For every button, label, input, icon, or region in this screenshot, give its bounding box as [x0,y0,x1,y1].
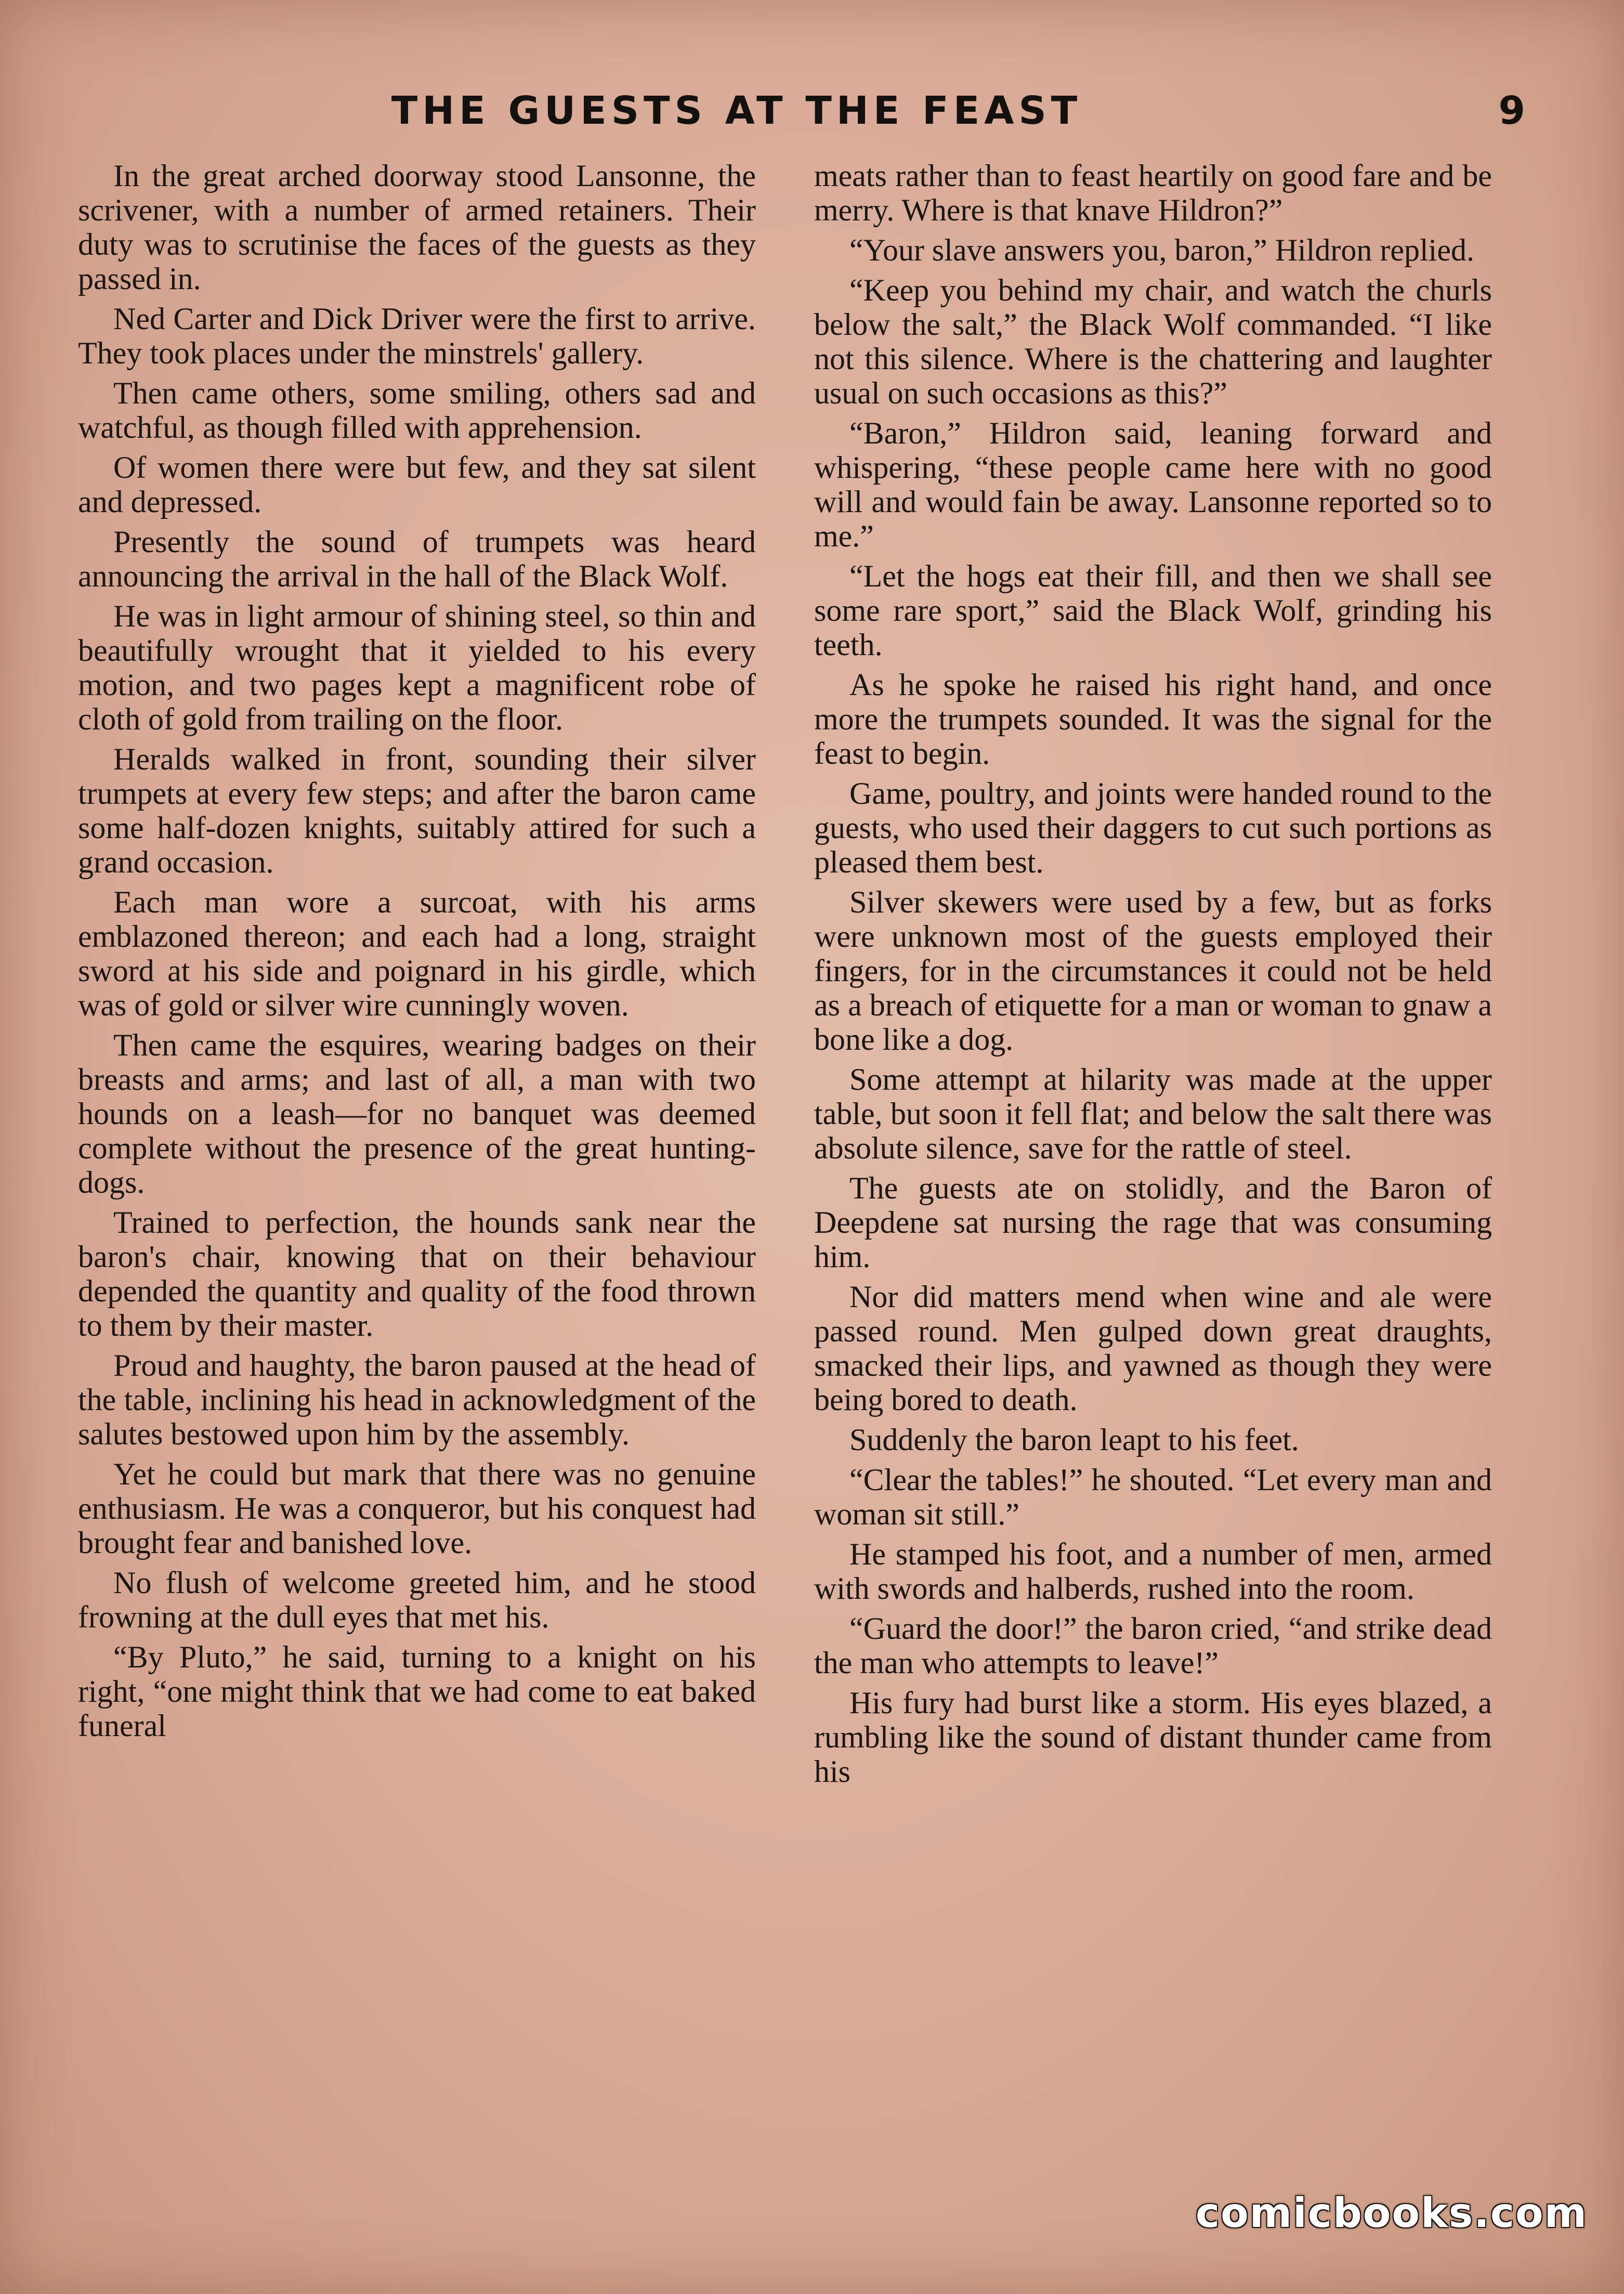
paragraph: Yet he could but mark that there was no genuine enthusiasm. He was a conqueror, but his conquest had brought fear and banished love. [78,1457,756,1560]
paragraph: Presently the sound of trumpets was heard announcing the arrival in the hall of the Black Wolf. [78,525,756,593]
running-title: THE GUESTS AT THE FEAST [391,88,1082,133]
paragraph: “Let the hogs eat their fill, and then we shall see some rare sport,” said the Black Wolf, grinding his teeth. [814,559,1492,662]
paragraph: Of women there were but few, and they sat silent and depressed. [78,450,756,519]
paragraph: Nor did matters mend when wine and ale were passed round. Men gulped down great draughts, smacked their lips, and yawned as though they were being bored to death. [814,1280,1492,1417]
paragraph: Game, poultry, and joints were handed round to the guests, who used their daggers to cut such portions as pleased them best. [814,776,1492,879]
paragraph: The guests ate on stolidly, and the Baron of Deepdene sat nursing the rage that was consuming him. [814,1171,1492,1274]
paragraph: “Guard the door!” the baron cried, “and strike dead the man who attempts to leave!” [814,1611,1492,1680]
paragraph: Heralds walked in front, sounding their silver trumpets at every few steps; and after the baron came some half-dozen knights, suitably attired for such a grand occasion. [78,742,756,879]
paragraph: Trained to perfection, the hounds sank near the baron's chair, knowing that on their behaviour depended the quantity and quality of the food thrown to them by their master. [78,1205,756,1342]
paragraph: He stamped his foot, and a number of men, armed with swords and halberds, rushed into the room. [814,1537,1492,1606]
paragraph: “Clear the tables!” he shouted. “Let every man and woman sit still.” [814,1463,1492,1531]
paragraph: Then came the esquires, wearing badges on their breasts and arms; and last of all, a man with two hounds on a leash—for no banquet was deemed complete without the presence of the great hunting-dogs. [78,1028,756,1200]
paragraph: “By Pluto,” he said, turning to a knight on his right, “one might think that we had come to eat baked funeral [78,1640,756,1743]
paragraph: He was in light armour of shining steel, so thin and beautifully wrought that it yielded to his every motion, and two pages kept a magnificent robe of cloth of gold from trailing on the floor. [78,599,756,736]
right-column [814,159,1492,2124]
paragraph: Silver skewers were used by a few, but as forks were unknown most of the guests employed their fingers, for in the circumstances it could not be held as a breach of etiquette for a man or woman to gnaw a bone like a dog. [814,885,1492,1057]
site-watermark: comicbooks.com [1195,2190,1588,2237]
paragraph: Proud and haughty, the baron paused at the head of the table, inclining his head in acknowledgment of the salutes bestowed upon him by the assembly. [78,1348,756,1451]
paragraph: “Your slave answers you, baron,” Hildron replied. [849,233,1474,267]
continued-paragraph: meats rather than to feast heartily on good fare and be merry. Where is that knave Hildron?” [814,159,1492,227]
page-header [83,83,1546,140]
left-column [78,159,756,2124]
paragraph: Ned Carter and Dick Driver were the first to arrive. They took places under the minstrels' gallery. [78,302,756,370]
page-number: 9 [1498,88,1525,133]
paragraph: Each man wore a surcoat, with his arms emblazoned thereon; and each had a long, straight sword at his side and poignard in his girdle, which was of gold or silver wire cunningly woven. [78,885,756,1022]
paragraph: “Keep you behind my chair, and watch the churls below the salt,” the Black Wolf commanded. “I like not this silence. Where is the chattering and laughter usual on such occasions as this?” [814,273,1492,410]
paragraph: In the great arched doorway stood Lansonne, the scrivener, with a number of armed retainers. Their duty was to scrutinise the faces of the guests as they passed in. [78,159,756,296]
paragraph: Some attempt at hilarity was made at the upper table, but soon it fell flat; and below the salt there was absolute silence, save for the rattle of steel. [814,1062,1492,1165]
paragraph: “Baron,” Hildron said, leaning forward and whispering, “these people came here with no good will and would fain be away. Lansonne reported so to me.” [814,416,1492,553]
paragraph: Then came others, some smiling, others sad and watchful, as though filled with apprehension. [78,376,756,445]
paragraph: No flush of welcome greeted him, and he stood frowning at the dull eyes that met his. [78,1566,756,1634]
paragraph: Suddenly the baron leapt to his feet. [849,1423,1299,1457]
paragraph: As he spoke he raised his right hand, and once more the trumpets sounded. It was the signal for the feast to begin. [814,668,1492,771]
paragraph: His fury had burst like a storm. His eyes blazed, a rumbling like the sound of distant thunder came from his [814,1686,1492,1789]
